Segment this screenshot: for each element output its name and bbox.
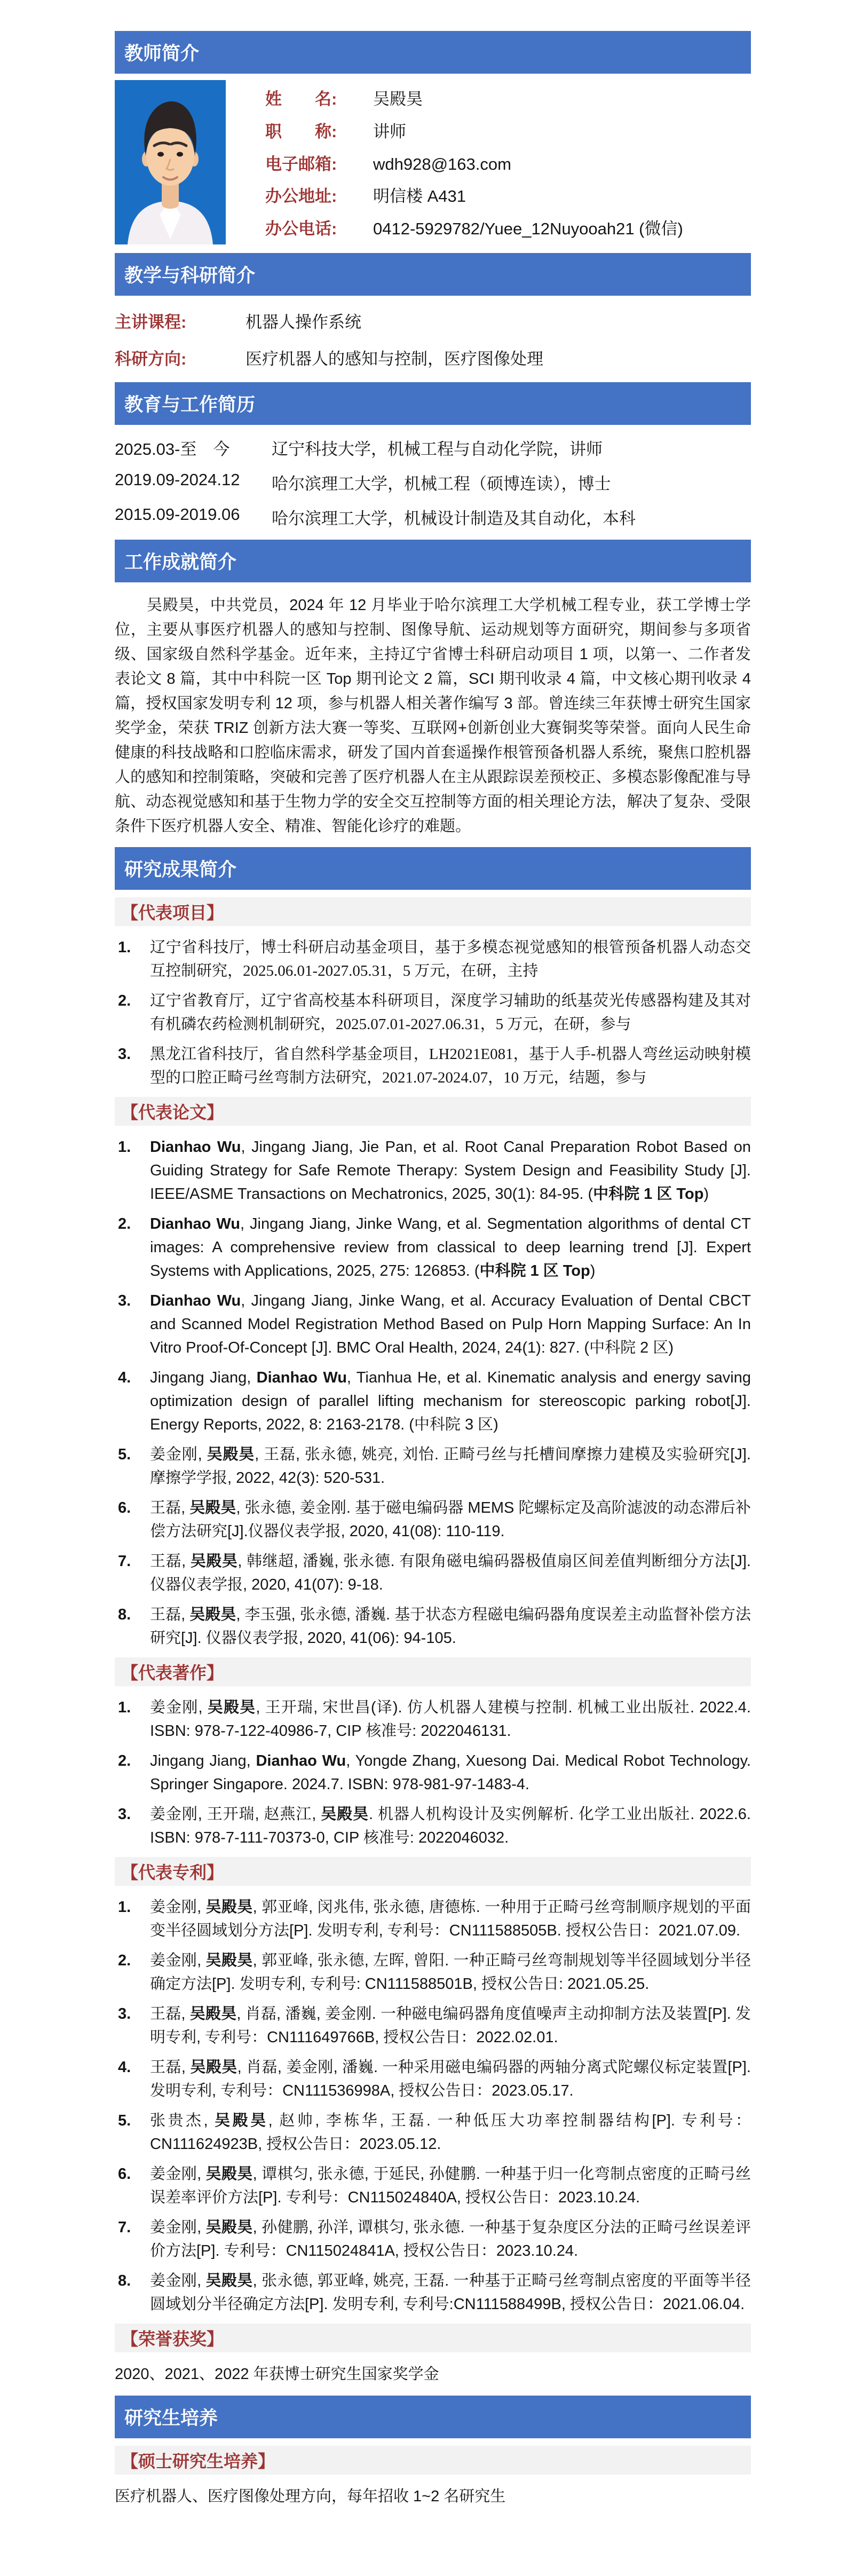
- item-number: 6.: [118, 2166, 131, 2183]
- item-number: 1.: [118, 1899, 131, 1916]
- item-text: Dianhao Wu, Jingang Jiang, Jinke Wang, et al. Accuracy Evaluation of Dental CBCT and Scanned Model Registration Method Based on Pulp Horn Mapping Surface: An In Vitro Proof-Of-Concept [J]. BMC Oral Health, 2024, 24(1): 827. (中科院 2 区): [150, 1292, 751, 1356]
- item-text: 姜金刚, 吴殿昊, 孙健鹏, 孙洋, 谭棋匀, 张永德. 一种基于复杂度区分法的正畸弓丝误差评价方法[P]. 专利号：CN115024841A, 授权公告日：2023.10.24.: [150, 2219, 751, 2259]
- teaching-row-research-direction: [115, 345, 751, 369]
- profile-photo: [115, 80, 226, 244]
- patent-item: [115, 2162, 751, 2209]
- item-text: Dianhao Wu, Jingang Jiang, Jinke Wang, et al. Segmentation algorithms of dental CT images: A comprehensive review from classical to deep learning trend [J]. Expert Systems with Applications, 2025, 275: 126853. (中科院 1 区 Top): [150, 1215, 751, 1279]
- field-label: 主讲课程:: [115, 313, 187, 331]
- item-number: 2.: [118, 1215, 131, 1232]
- item-text: 王磊, 吴殿昊, 李玉强, 张永德, 潘巍. 基于状态方程磁电编码器角度误差主动监督补偿方法研究[J]. 仪器仪表学报, 2020, 41(06): 94-105.: [150, 1606, 751, 1647]
- projects-list: [115, 936, 751, 1089]
- paper-item: [115, 1135, 751, 1206]
- item-text: 王磊, 吴殿昊, 肖磊, 潘巍, 姜金刚. 一种磁电编码器角度值噪声主动抑制方法及装置[P]. 发明专利, 专利号：CN111649766B, 授权公告日：2022.02.01.: [150, 2005, 751, 2046]
- field-label: 电子邮箱:: [265, 154, 337, 173]
- subsection-header-papers: [115, 1097, 751, 1126]
- paper-item: [115, 1212, 751, 1283]
- item-number: 7.: [118, 1553, 131, 1570]
- subsection-header-master-training: [115, 2446, 751, 2475]
- section-banner-education-work: [115, 382, 751, 425]
- section-title: 研究成果简介: [124, 859, 237, 880]
- education-detail: 哈尔滨理工大学，机械工程（硕博连读），博士: [272, 475, 611, 493]
- item-text: 姜金刚, 吴殿昊, 王磊, 张永德, 姚亮, 刘怡. 正畸弓丝与托槽间摩擦力建模及实验研究[J]. 摩擦学学报, 2022, 42(3): 520-531.: [150, 1446, 751, 1487]
- book-item: [115, 1749, 751, 1796]
- item-number: 3.: [118, 1046, 131, 1063]
- field-label: 职 称:: [265, 122, 337, 141]
- patent-item: [115, 2056, 751, 2103]
- papers-list: [115, 1135, 751, 1650]
- patent-item: [115, 1949, 751, 1996]
- paper-item: [115, 1289, 751, 1360]
- section-title: 工作成就简介: [124, 552, 237, 573]
- subsection-title: 【硕士研究生培养】: [121, 2452, 275, 2471]
- section-title: 研究生培养: [124, 2408, 218, 2429]
- profile-info: [226, 80, 751, 244]
- profile-row-name: [265, 85, 751, 109]
- paper-item: [115, 1443, 751, 1490]
- patent-item: [115, 2269, 751, 2316]
- item-number: 3.: [118, 2005, 131, 2022]
- item-text: 王磊, 吴殿昊, 张永德, 姜金刚. 基于磁电编码器 MEMS 陀螺标定及高阶滤波的动态滞后补偿方法研究[J].仪器仪表学报, 2020, 41(08): 110-119.: [150, 1499, 751, 1540]
- item-text: 辽宁省科技厅，博士科研启动基金项目，基于多模态视觉感知的根管预备机器人动态交互控制研究，2025.06.01-2027.05.31，5 万元，在研，主持: [150, 939, 751, 979]
- field-value: 医疗机器人的感知与控制，医疗图像处理: [246, 350, 543, 368]
- education-row: [115, 436, 751, 460]
- item-number: 5.: [118, 1446, 131, 1463]
- field-label: 办公地址:: [265, 187, 337, 206]
- profile-row-phone: [265, 215, 751, 239]
- field-value: 0412-5929782/Yuee_12Nuyooah21 (微信): [373, 219, 683, 238]
- document-content: [115, 0, 751, 2506]
- section-banner-graduate-training: [115, 2396, 751, 2438]
- item-number: 6.: [118, 1499, 131, 1516]
- field-value: 机器人操作系统: [246, 313, 361, 331]
- awards-text: 2020、2021、2022 年获博士研究生国家奖学金: [115, 2366, 439, 2383]
- section-banner-research-results: [115, 847, 751, 890]
- item-number: 4.: [118, 2059, 131, 2076]
- field-value: 吴殿昊: [373, 90, 423, 108]
- profile-row-office: [265, 183, 751, 207]
- project-item: [115, 989, 751, 1036]
- item-number: 7.: [118, 2219, 131, 2236]
- item-text: Jingang Jiang, Dianhao Wu, Yongde Zhang, Xuesong Dai. Medical Robot Technology. Springer Singapore. 2024.7. ISBN: 978-981-97-1483-4.: [150, 1752, 751, 1793]
- subsection-header-awards: [115, 2324, 751, 2352]
- subsection-header-projects: [115, 897, 751, 926]
- subsection-title: 【代表专利】: [121, 1863, 224, 1882]
- item-number: 5.: [118, 2112, 131, 2129]
- item-number: 1.: [118, 1139, 131, 1156]
- section-title: 教育与工作简历: [124, 394, 256, 415]
- paper-item: [115, 1550, 751, 1597]
- paper-item: [115, 1496, 751, 1543]
- subsection-title: 【代表论文】: [121, 1103, 224, 1122]
- item-text: 王磊, 吴殿昊, 肖磊, 姜金刚, 潘巍. 一种采用磁电编码器的两轴分离式陀螺仪标定装置[P]. 发明专利, 专利号：CN111536998A, 授权公告日：2023.05.17.: [150, 2059, 751, 2099]
- field-label: 姓 名:: [265, 90, 337, 108]
- field-label: 办公电话:: [265, 219, 337, 238]
- education-row: [115, 505, 751, 529]
- education-period: 2015.09-2019.06: [115, 505, 240, 524]
- project-item: [115, 1042, 751, 1089]
- person-portrait-graphic: [115, 80, 226, 244]
- field-label: 科研方向:: [115, 350, 187, 368]
- item-number: 1.: [118, 1699, 131, 1716]
- subsection-header-patents: [115, 1857, 751, 1886]
- item-text: Jingang Jiang, Dianhao Wu, Tianhua He, et al. Kinematic analysis and energy saving optimization design of parallel lifting mechanism for stereoscopic parking robot[J]. Energy Reports, 2022, 8: 2163-2178. (中科院 3 区): [150, 1369, 751, 1433]
- item-text: 姜金刚, 王开瑞, 赵燕江, 吴殿昊. 机器人机构设计及实例解析. 化学工业出版社. 2022.6. ISBN: 978-7-111-70373-0, CIP 核准号: 2022046032.: [150, 1806, 751, 1846]
- profile-block: [115, 80, 751, 244]
- item-text: 姜金刚, 吴殿昊, 郭亚峰, 张永德, 左晖, 曾阳. 一种正畸弓丝弯制规划等半径圆域划分半径确定方法[P]. 发明专利, 专利号: CN111588501B, 授权公告日: 2021.05.25.: [150, 1952, 751, 1993]
- book-item: [115, 1696, 751, 1743]
- teaching-row-courses: [115, 309, 751, 333]
- item-number: 2.: [118, 1752, 131, 1769]
- education-row: [115, 470, 751, 494]
- section-banner-teacher-intro: [115, 31, 751, 74]
- item-number: 8.: [118, 1606, 131, 1623]
- item-text: 姜金刚, 吴殿昊, 王开瑞, 宋世昌(译). 仿人机器人建模与控制. 机械工业出版社. 2022.4. ISBN: 978-7-122-40986-7, CIP 核准号: 2022046131.: [150, 1699, 751, 1740]
- item-text: 姜金刚, 吴殿昊, 郭亚峰, 闵兆伟, 张永德, 唐德栋. 一种用于正畸弓丝弯制顺序规划的平面变半径圆域划分方法[P]. 发明专利, 专利号：CN111588505B. 授权公告日：2021.07.09.: [150, 1899, 751, 1939]
- section-banner-teaching-research: [115, 253, 751, 296]
- item-text: 姜金刚, 吴殿昊, 张永德, 郭亚峰, 姚亮, 王磊. 一种基于正畸弓丝弯制点密度的平面等半径圆域划分半径确定方法[P]. 发明专利, 专利号:CN111588499B, 授权公告日：2021.06.04.: [150, 2272, 751, 2313]
- project-item: [115, 936, 751, 983]
- paper-item: [115, 1603, 751, 1650]
- item-text: 黑龙江省科技厅，省自然科学基金项目，LH2021E081，基于人手-机器人弯丝运动映射模型的口腔正畸弓丝弯制方法研究，2021.07-2024.07，10 万元，结题，参与: [150, 1046, 751, 1086]
- paper-item: [115, 1366, 751, 1436]
- item-text: 辽宁省教育厅，辽宁省高校基本科研项目，深度学习辅助的纸基荧光传感器构建及其对有机磷农药检测机制研究，2025.07.01-2027.06.31，5 万元，在研，参与: [150, 992, 751, 1033]
- subsection-title: 【代表著作】: [121, 1663, 224, 1682]
- profile-row-email: [265, 151, 751, 175]
- field-value: 明信楼 A431: [373, 187, 466, 206]
- subsection-header-books: [115, 1657, 751, 1686]
- item-number: 1.: [118, 939, 131, 956]
- achievements-paragraph: 吴殿昊，中共党员，2024 年 12 月毕业于哈尔滨理工大学机械工程专业，获工学博士学位，主要从事医疗机器人的感知与控制、图像导航、运动规划等方面研究，期间参与多项省级、国家级自然科学基金。近年来，主持辽宁省博士科研启动项目 1 项，以第一、二作者发表论文 8 篇，其中中科院一区 Top 期刊论文 2 篇，SCI 期刊收录 4 篇，中文核心期刊收录 4 篇，授权国家发明专利 12 项，参与机器人相关著作编写 3 部。曾连续三年获博士研究生国家奖学金，荣获 TRIZ 创新方法大赛一等奖、互联网+创新创业大赛铜奖等荣誉。面向人民生命健康的科技战略和口腔临床需求，研发了国内首套遥操作根管预备机器人系统，聚焦口腔机器人的感知和控制策略，突破和完善了医疗机器人在主从跟踪误差预校正、多模态影像配准与导航、动态视觉感知和基于生物力学的安全交互控制等方面的相关理论方法，解决了复杂、受限条件下医疗机器人安全、精准、智能化诊疗的难题。: [115, 597, 751, 835]
- item-text: 张贵杰, 吴殿昊, 赵帅, 李栋华, 王磊. 一种低压大功率控制器结构[P]. 专利号：CN111624923B, 授权公告日：2023.05.12.: [150, 2112, 751, 2153]
- item-text: 王磊, 吴殿昊, 韩继超, 潘巍, 张永德. 有限角磁电编码器极值扇区间差值判断细分方法[J].仪器仪表学报, 2020, 41(07): 9-18.: [150, 1553, 751, 1593]
- education-period: 2019.09-2024.12: [115, 470, 240, 489]
- subsection-title: 【荣誉获奖】: [121, 2329, 224, 2349]
- item-number: 3.: [118, 1292, 131, 1309]
- item-text: 姜金刚, 吴殿昊, 谭棋匀, 张永德, 于延民, 孙健鹏. 一种基于归一化弯制点密度的正畸弓丝误差率评价方法[P]. 专利号：CN115024840A, 授权公告日：2023.10.24.: [150, 2166, 751, 2206]
- item-number: 2.: [118, 1952, 131, 1969]
- field-value: 讲师: [373, 122, 406, 141]
- patent-item: [115, 2109, 751, 2156]
- item-number: 3.: [118, 1806, 131, 1823]
- master-training-text: 医疗机器人、医疗图像处理方向，每年招收 1~2 名研究生: [115, 2488, 506, 2505]
- field-value: wdh928@163.com: [373, 154, 511, 173]
- item-number: 2.: [118, 992, 131, 1009]
- subsection-title: 【代表项目】: [121, 903, 224, 922]
- book-item: [115, 1803, 751, 1850]
- item-text: Dianhao Wu, Jingang Jiang, Jie Pan, et al. Root Canal Preparation Robot Based on Guiding Strategy for Safe Remote Therapy: System Design and Feasibility Study [J]. IEEE/ASME Transactions on Mechatronics, 2025, 30(1): 84-95. (中科院 1 区 Top): [150, 1139, 751, 1203]
- section-title: 教学与科研简介: [124, 265, 256, 286]
- patent-item: [115, 1895, 751, 1942]
- section-banner-work-achievements: [115, 540, 751, 582]
- patent-item: [115, 2216, 751, 2263]
- section-title: 教师简介: [124, 43, 200, 64]
- education-detail: 哈尔滨理工大学，机械设计制造及其自动化，本科: [272, 509, 636, 528]
- patent-item: [115, 2002, 751, 2049]
- profile-row-title: [265, 118, 751, 142]
- education-detail: 辽宁科技大学，机械工程与自动化学院，讲师: [272, 440, 603, 459]
- item-number: 4.: [118, 1369, 131, 1386]
- books-list: [115, 1696, 751, 1850]
- patents-list: [115, 1895, 751, 2316]
- item-number: 8.: [118, 2272, 131, 2289]
- education-period: 2025.03-至 今: [115, 440, 230, 459]
